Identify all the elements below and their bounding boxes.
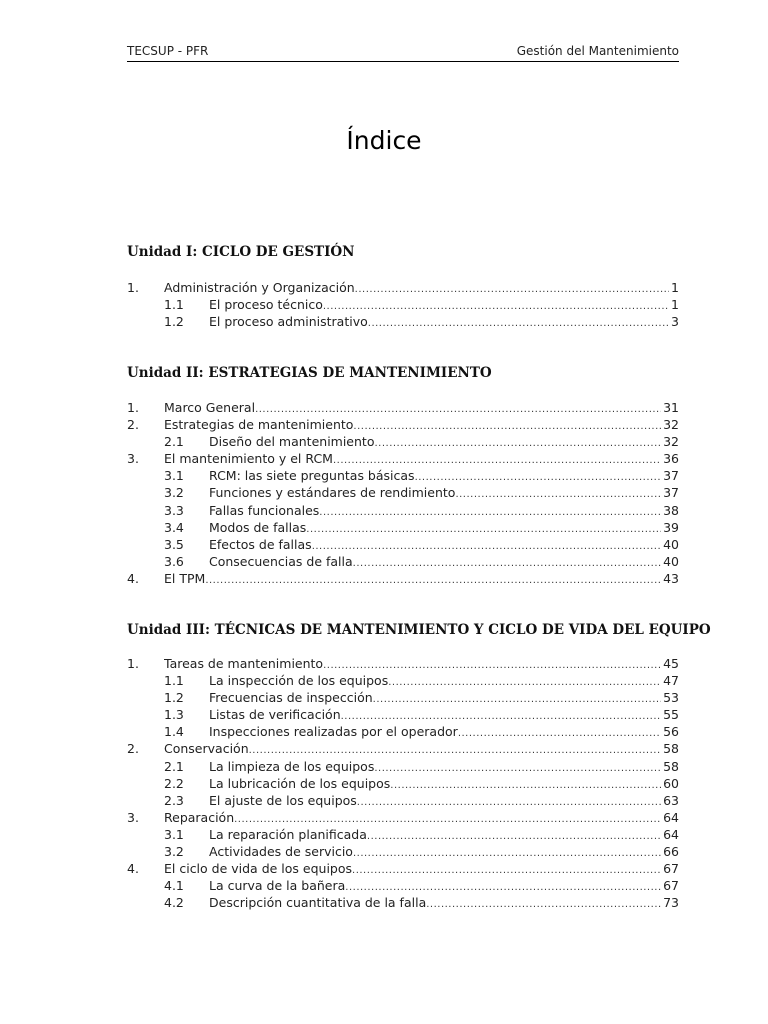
toc-entry-number: 3. xyxy=(127,451,139,467)
unit-heading: Unidad I: CICLO DE GESTIÓN xyxy=(127,244,355,260)
toc-entry-number: 2.3 xyxy=(164,792,184,808)
toc-entry-page: 32 xyxy=(663,417,679,433)
toc-entry-title: RCM: las siete preguntas básicas xyxy=(209,468,415,484)
toc-entry-title: Modos de fallas xyxy=(209,519,307,535)
toc-entry xyxy=(127,416,679,433)
toc-entry-title: El mantenimiento y el RCM xyxy=(164,451,333,467)
toc-entry-page: 58 xyxy=(663,741,679,757)
toc-entry xyxy=(127,689,679,706)
toc-entry-title: Actividades de servicio xyxy=(209,844,353,860)
toc-entry xyxy=(127,877,679,894)
toc-entry-title: La reparación planificada xyxy=(209,826,367,842)
toc-entry-title: Marco General xyxy=(164,400,256,415)
toc-entry xyxy=(127,843,679,860)
toc-entry-title: Consecuencias de falla xyxy=(209,553,353,569)
toc-entry-page: 45 xyxy=(663,656,679,671)
toc-entry-page: 67 xyxy=(663,861,679,877)
toc-entry-number: 3.2 xyxy=(164,844,184,860)
toc-entry-page: 56 xyxy=(663,724,679,740)
toc-entry xyxy=(127,519,679,536)
toc-entry-number: 3.1 xyxy=(164,468,184,484)
toc-entry xyxy=(127,894,679,911)
toc-entry-title: El ajuste de los equipos xyxy=(209,792,357,808)
toc-entry xyxy=(127,484,679,501)
toc-entry-number: 4.2 xyxy=(164,895,184,911)
unit-heading: Unidad III: TÉCNICAS DE MANTENIMIENTO Y CICLO DE VIDA DEL EQUIPO xyxy=(127,622,711,638)
toc-entry-number: 3.4 xyxy=(164,519,184,535)
toc-entry-number: 1.2 xyxy=(164,314,184,330)
toc-entry-title: La limpieza de los equipos xyxy=(209,758,375,774)
toc-entry-number: 3.3 xyxy=(164,502,184,518)
toc-unit-1 xyxy=(127,279,679,330)
toc-entry-body xyxy=(209,313,679,332)
toc-entry-page: 31 xyxy=(663,400,679,415)
toc-entry-page: 64 xyxy=(663,809,679,825)
toc-entry-title: El ciclo de vida de los equipos xyxy=(164,861,353,877)
toc-entry xyxy=(127,296,679,313)
toc-entry xyxy=(127,860,679,877)
page-title: Índice xyxy=(346,126,422,155)
toc-entry-page: 32 xyxy=(663,434,679,450)
unit-heading: Unidad II: ESTRATEGIAS DE MANTENIMIENTO xyxy=(127,365,492,381)
toc-entry-title: Diseño del mantenimiento xyxy=(209,434,375,450)
toc-entry xyxy=(127,723,679,740)
toc-entry xyxy=(127,433,679,450)
toc-entry xyxy=(127,536,679,553)
toc-entry-title: Listas de verificación xyxy=(209,707,341,723)
toc-entry-page: 43 xyxy=(663,570,679,586)
toc-entry-number: 3.5 xyxy=(164,536,184,552)
toc-entry-number: 4.1 xyxy=(164,878,184,894)
toc-entry-title: Conservación xyxy=(164,741,249,757)
toc-entry xyxy=(127,826,679,843)
toc-entry-page: 55 xyxy=(663,707,679,723)
toc-entry-page: 60 xyxy=(663,775,679,791)
toc-entry-number: 1.2 xyxy=(164,690,184,706)
toc-entry-page: 1 xyxy=(671,280,679,295)
header-right: Gestión del Mantenimiento xyxy=(516,44,679,58)
toc-entry xyxy=(127,792,679,809)
toc-entry xyxy=(127,553,679,570)
toc-entry-number: 2.1 xyxy=(164,434,184,450)
toc-entry-title: El proceso administrativo xyxy=(209,314,368,330)
toc-entry-number: 3.2 xyxy=(164,485,184,501)
header-left: TECSUP - PFR xyxy=(127,44,209,58)
toc-entry-number: 2.1 xyxy=(164,758,184,774)
toc-entry-page: 36 xyxy=(663,451,679,467)
toc-entry-number: 1.1 xyxy=(164,673,184,689)
toc-entry-title: Reparación xyxy=(164,809,235,825)
toc-entry-title: Administración y Organización xyxy=(164,280,355,295)
dot-leader xyxy=(205,572,661,589)
toc-entry-page: 47 xyxy=(663,673,679,689)
toc-entry-title: El proceso técnico xyxy=(209,297,323,313)
toc-entry-number: 2.2 xyxy=(164,775,184,791)
toc-entry-page: 63 xyxy=(663,792,679,808)
toc-entry-page: 64 xyxy=(663,826,679,842)
toc-entry-number: 4. xyxy=(127,861,139,877)
toc-entry xyxy=(127,758,679,775)
dot-leader xyxy=(368,315,669,332)
toc-entry xyxy=(127,740,679,757)
toc-unit-3 xyxy=(127,655,679,911)
toc-entry-number: 1. xyxy=(127,400,139,415)
toc-entry-page: 40 xyxy=(663,536,679,552)
toc-entry-number: 4. xyxy=(127,570,139,586)
toc-entry-body xyxy=(209,894,679,913)
toc-entry-title: Inspecciones realizadas por el operador xyxy=(209,724,458,740)
toc-entry-title: Efectos de fallas xyxy=(209,536,312,552)
toc-entry-title: Estrategias de mantenimiento xyxy=(164,417,354,433)
toc-entry-page: 73 xyxy=(663,895,679,911)
toc-entry-title: La lubricación de los equipos xyxy=(209,775,391,791)
toc-entry-title: Fallas funcionales xyxy=(209,502,320,518)
toc-entry-number: 3.1 xyxy=(164,826,184,842)
toc-entry xyxy=(127,467,679,484)
toc-entry-page: 40 xyxy=(663,553,679,569)
toc-entry xyxy=(127,450,679,467)
toc-entry-number: 3.6 xyxy=(164,553,184,569)
toc-entry-page: 38 xyxy=(663,502,679,518)
toc-entry xyxy=(127,775,679,792)
dot-leader xyxy=(426,896,661,913)
toc-entry-number: 1.3 xyxy=(164,707,184,723)
toc-entry-number: 3. xyxy=(127,809,139,825)
toc-entry-number: 1.1 xyxy=(164,297,184,313)
toc-entry xyxy=(127,313,679,330)
toc-entry xyxy=(127,672,679,689)
toc-entry-page: 66 xyxy=(663,844,679,860)
toc-entry xyxy=(127,279,679,296)
toc-entry xyxy=(127,502,679,519)
toc-entry-number: 2. xyxy=(127,417,139,433)
toc-entry xyxy=(127,809,679,826)
toc-unit-2 xyxy=(127,399,679,587)
toc-entry-page: 39 xyxy=(663,519,679,535)
toc-entry-page: 1 xyxy=(671,297,679,313)
toc-entry-title: Frecuencias de inspección xyxy=(209,690,373,706)
running-header xyxy=(127,41,679,62)
toc-entry xyxy=(127,570,679,587)
toc-entry xyxy=(127,706,679,723)
toc-entry-page: 58 xyxy=(663,758,679,774)
toc-entry-page: 67 xyxy=(663,878,679,894)
toc-entry-title: Descripción cuantitativa de la falla xyxy=(209,895,427,911)
toc-entry-number: 1. xyxy=(127,280,139,295)
toc-entry-title: La curva de la bañera xyxy=(209,878,346,894)
toc-entry xyxy=(127,399,679,416)
toc-entry xyxy=(127,655,679,672)
toc-entry-title: La inspección de los equipos xyxy=(209,673,389,689)
toc-entry-page: 37 xyxy=(663,468,679,484)
toc-entry-body xyxy=(164,570,679,589)
toc-entry-page: 3 xyxy=(671,314,679,330)
toc-entry-title: Funciones y estándares de rendimiento xyxy=(209,485,456,501)
toc-entry-title: El TPM xyxy=(164,570,206,586)
toc-entry-number: 1.4 xyxy=(164,724,184,740)
toc-entry-page: 37 xyxy=(663,485,679,501)
toc-entry-page: 53 xyxy=(663,690,679,706)
toc-entry-number: 1. xyxy=(127,656,139,671)
toc-entry-number: 2. xyxy=(127,741,139,757)
toc-entry-title: Tareas de mantenimiento xyxy=(164,656,324,671)
